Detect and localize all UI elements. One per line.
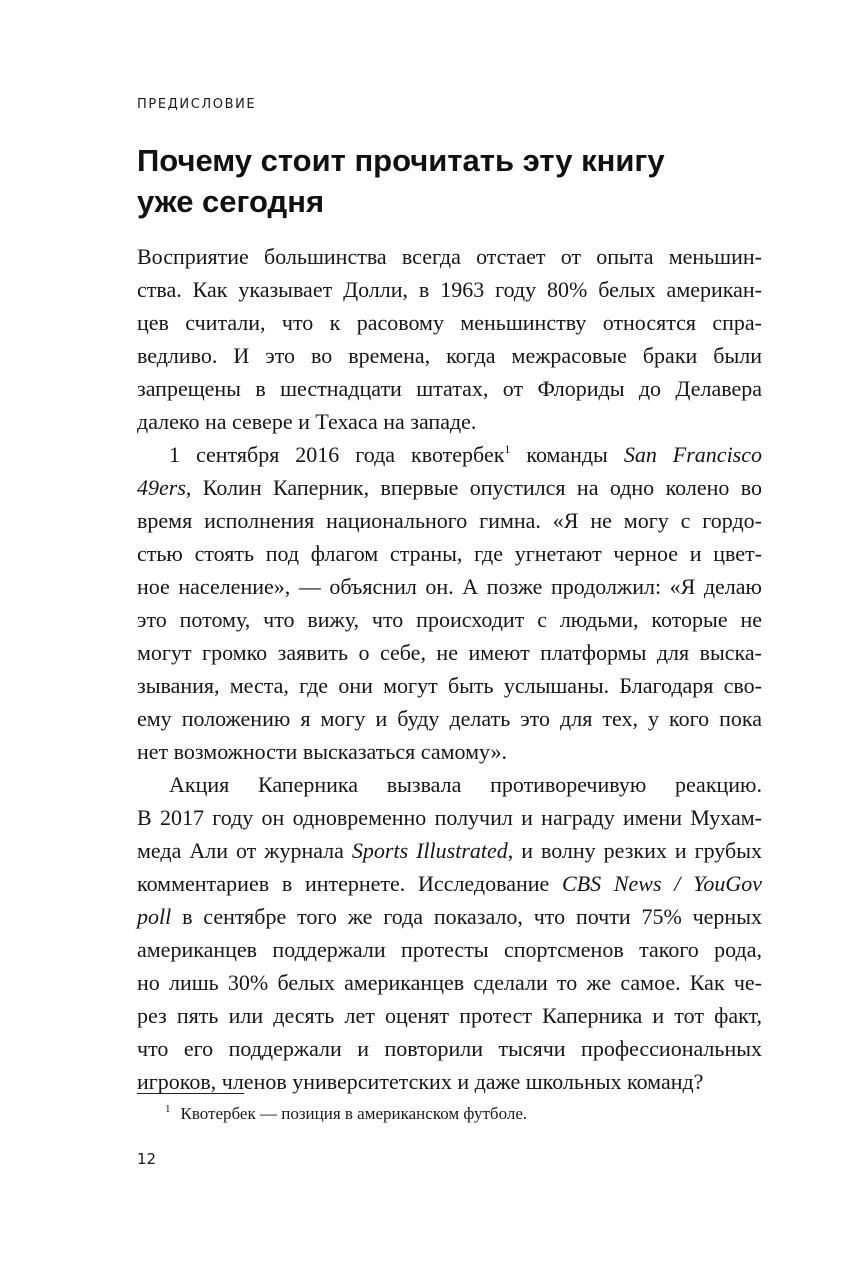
text-run: команды [510,442,624,467]
text-run: комментариев в интернете. Исследование [137,871,563,896]
text-line: время исполнения национального гимна. «Я не могу с гордо- [137,508,762,533]
paragraph-2 [137,438,762,768]
text-line [137,900,762,933]
text-line: ведливо. И это во времена, когда межрасовые браки были [137,343,762,368]
poll-name: CBS News / YouGov [562,871,762,896]
text-run: в сентябре того же года показало, что почти 75% черных [171,904,762,929]
text-run: , и волну резких и грубых [507,838,762,863]
footnote-text: Квотербек — позиция в американском футболе. [180,1104,528,1123]
text-line: цев считали, что к расовому меньшинству относятся спра- [137,310,762,335]
text-line: стью стоять под флагом страны, где угнетают черное и цвет- [137,541,762,566]
paragraph-1 [137,240,762,438]
text-line: ное население», — объяснил он. А позже продолжил: «Я делаю [137,574,762,599]
footnote-number: 1 [165,1103,171,1115]
title-line: уже сегодня [137,184,325,219]
text-line: В 2017 году он одновременно получил и награду имени Мухам- [137,805,762,830]
footnote [165,1102,527,1126]
footnote-ref[interactable]: 1 [504,442,511,456]
title-line: Почему стоит прочитать эту книгу [137,143,665,178]
text-line [137,867,762,900]
text-run: меда Али от журнала [137,838,352,863]
running-head: ПРЕДИСЛОВИЕ [137,97,257,112]
text-line: игроков, членов университетских и даже школьных команд? [137,1069,704,1094]
footnote-divider [137,1093,244,1094]
text-line: нет возможности высказаться самому». [137,739,508,764]
text-line: американцев поддержали протесты спортсменов такого рода, [137,937,762,962]
team-name: San Francisco [623,442,763,467]
text-line: запрещены в шестнадцати штатах, от Флориды до Делавера [137,376,762,401]
team-name: 49ers [137,475,186,500]
text-run: 1 сентября 2016 года квотербек [169,442,505,467]
text-line: Акция Каперника вызвала противоречивую реакцию. [169,772,762,797]
text-line [137,834,762,867]
text-line: рез пять или десять лет оценят протест Каперника и тот факт, [137,1003,762,1028]
text-line: далеко на севере и Техаса на западе. [137,409,477,434]
poll-name: poll [137,904,172,929]
text-line: это потому, что вижу, что происходит с людьми, которые не [137,607,762,632]
text-line [137,471,762,504]
text-line [137,438,762,471]
page-title [137,140,762,222]
body-text [137,240,762,1098]
page-number: 12 [137,1150,157,1168]
magazine-name: Sports Illustrated [351,838,508,863]
text-line: но лишь 30% белых американцев сделали то же самое. Как че- [137,970,762,995]
text-line: Восприятие большинства всегда отстает от опыта меньшин- [137,244,762,269]
text-line: зывания, места, где они могут быть услышаны. Благодаря сво- [137,673,762,698]
text-line: ему положению я могу и буду делать это для тех, у кого пока [137,706,762,731]
text-run: , Колин Каперник, впервые опустился на одно колено во [185,475,762,500]
paragraph-3 [137,768,762,1098]
text-line: ства. Как указывает Долли, в 1963 году 80% белых американ- [137,277,762,302]
text-line: что его поддержали и повторили тысячи профессиональных [137,1036,762,1061]
text-line: могут громко заявить о себе, не имеют платформы для выска- [137,640,762,665]
